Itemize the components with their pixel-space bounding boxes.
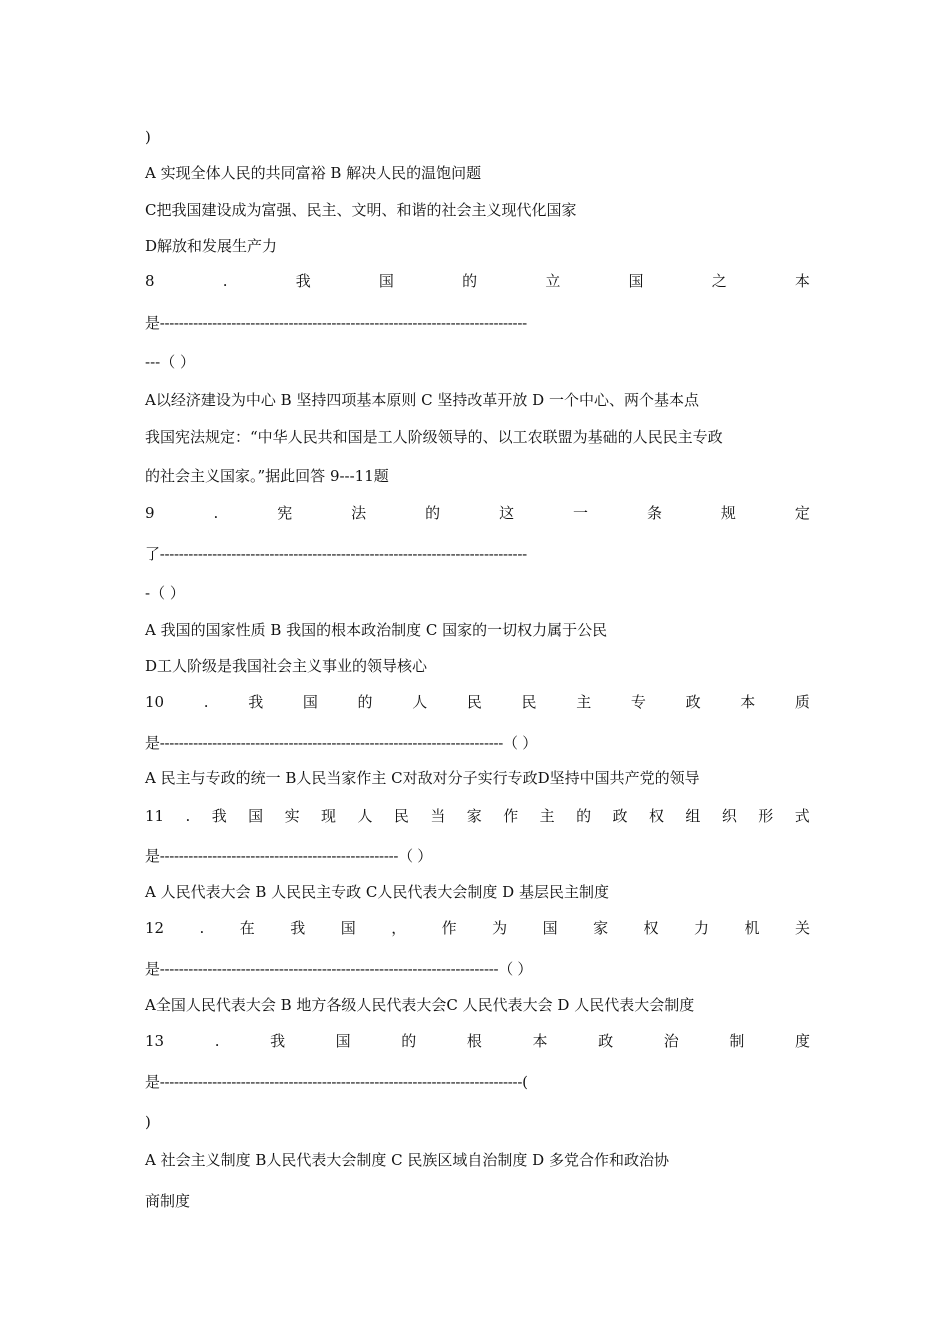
- option-line: A全国人民代表大会 B 地方各级人民代表大会C 人民代表大会 D 人民代表大会制度: [145, 996, 695, 1014]
- question-number: 9: [145, 504, 155, 522]
- option-line: A 民主与专政的统一 B人民当家作主 C对敌对分子实行专政D坚持中国共产党的领导: [145, 769, 700, 787]
- option-line: A以经济建设为中心 B 坚持四项基本原则 C 坚持改革开放 D 一个中心、两个基本点: [145, 391, 699, 409]
- blank-line: 是-----------------------------------------------------------------------------: [145, 314, 527, 332]
- option-line: 商制度: [145, 1192, 191, 1210]
- text-line: 的社会主义国家。”据此回答 9---11题: [145, 467, 389, 485]
- blank-line: ---（ ）: [145, 353, 195, 371]
- question-10-line: 10 . 我 国 的 人 民 民 主 专 政 本 质: [145, 693, 810, 711]
- option-line: A 社会主义制度 B人民代表大会制度 C 民族区域自治制度 D 多党合作和政治协: [145, 1151, 669, 1169]
- option-line: D解放和发展生产力: [145, 237, 278, 255]
- question-12-line: 12 . 在 我 国 ， 作 为 国 家 权 力 机 关: [145, 919, 810, 937]
- question-13-line: 13 . 我 国 的 根 本 政 治 制 度: [145, 1032, 810, 1050]
- question-11-line: 11 . 我 国 实 现 人 民 当 家 作 主 的 政 权 组 织 形 式: [145, 807, 810, 825]
- question-number: 12: [145, 919, 165, 937]
- question-number: 11: [145, 807, 165, 825]
- blank-line: -（ ）: [145, 584, 185, 602]
- option-line: A 我国的国家性质 B 我国的根本政治制度 C 国家的一切权力属于公民: [145, 621, 608, 639]
- question-9-line: 9 . 宪 法 的 这 一 条 规 定: [145, 504, 810, 522]
- option-line: A 人民代表大会 B 人民民主专政 C人民代表大会制度 D 基层民主制度: [145, 883, 609, 901]
- text-line: ): [145, 128, 151, 146]
- blank-line: 是----------------------------------------------------------------------------(: [145, 1073, 528, 1091]
- option-line: C把我国建设成为富强、民主、文明、和谐的社会主义现代化国家: [145, 201, 577, 219]
- blank-line: 是--------------------------------------------------（ ）: [145, 847, 432, 865]
- option-line: A 实现全体人民的共同富裕 B 解决人民的温饱问题: [145, 164, 482, 182]
- text-line: 我国宪法规定：“中华人民共和国是工人阶级领导的、以工农联盟为基础的人民民主专政: [145, 428, 723, 446]
- blank-line: 了-----------------------------------------------------------------------------: [145, 545, 527, 563]
- blank-line: 是------------------------------------------------------------------------（ ）: [145, 734, 537, 752]
- question-number: 8: [145, 272, 155, 290]
- blank-line: 是-----------------------------------------------------------------------（ ）: [145, 960, 533, 978]
- question-number: 10: [145, 693, 165, 711]
- option-line: D工人阶级是我国社会主义事业的领导核心: [145, 657, 428, 675]
- question-number: 13: [145, 1032, 165, 1050]
- text-line: ): [145, 1113, 151, 1131]
- question-8-line: 8 . 我 国 的 立 国 之 本: [145, 272, 810, 290]
